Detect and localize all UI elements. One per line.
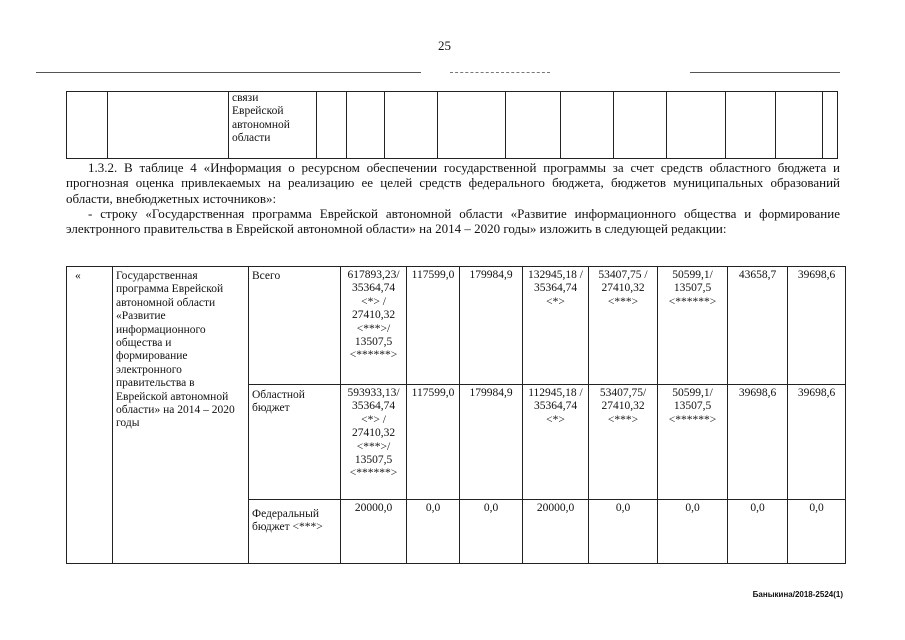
table-row	[67, 267, 846, 385]
source-cell: Федеральный бюджет <***>	[249, 500, 341, 564]
total-cell: 20000,0	[341, 500, 407, 564]
source-cell: Всего	[249, 267, 341, 385]
year-cell: 39698,6	[788, 267, 846, 385]
amendment-text	[66, 160, 840, 236]
total-cell: 593933,13/ 35364,74 <*> / 27410,32 <***>/ 13507,5 <******>	[341, 385, 407, 500]
top-table-fragment	[66, 91, 838, 159]
year-cell: 0,0	[658, 500, 728, 564]
year-cell: 50599,1/ 13507,5 <******>	[658, 267, 728, 385]
year-cell: 117599,0	[407, 267, 460, 385]
document-code: Баныкина/2018-2524(1)	[752, 590, 843, 599]
paragraph-1: 1.3.2. В таблице 4 «Информация о ресурсном обеспечении государственной программы за счет средств областного бюджета и прогнозная оценка привлекаемых на реализацию ее целей средств федерального бюджета, бюджетов муниципальных образований области, внебюджетных источников»:	[66, 160, 840, 206]
year-cell: 179984,9	[460, 385, 523, 500]
year-cell: 112945,18 / 35364,74 <*>	[523, 385, 589, 500]
year-cell: 0,0	[407, 500, 460, 564]
year-cell: 53407,75 / 27410,32 <***>	[589, 267, 658, 385]
table-row	[67, 92, 838, 159]
main-table	[66, 266, 846, 564]
header-rule-right	[690, 72, 840, 73]
program-name: Государственная программа Еврейской автономной области «Развитие информационного общества и формирование электронного правительства в Еврейской автономной области» на 2014 – 2020 годы	[113, 267, 249, 564]
year-cell: 50599,1/ 13507,5 <******>	[658, 385, 728, 500]
year-cell: 53407,75/ 27410,32 <***>	[589, 385, 658, 500]
year-cell: 0,0	[589, 500, 658, 564]
header-rule-dashed	[450, 72, 550, 73]
paragraph-2: - строку «Государственная программа Еврейской автономной области «Развитие информационного общества и формирование электронного правительства в Еврейской автономной области» на 2014 – 2020 годы» изложить в следующей редакции:	[66, 205, 840, 237]
year-cell: 0,0	[788, 500, 846, 564]
quote-mark: «	[67, 267, 113, 564]
year-cell: 39698,6	[788, 385, 846, 500]
year-cell: 132945,18 / 35364,74 <*>	[523, 267, 589, 385]
year-cell: 43658,7	[728, 267, 788, 385]
page-number: 25	[438, 38, 451, 53]
total-cell: 617893,23/ 35364,74 <*> / 27410,32 <***>/ 13507,5 <******>	[341, 267, 407, 385]
year-cell: 0,0	[460, 500, 523, 564]
year-cell: 117599,0	[407, 385, 460, 500]
year-cell: 39698,6	[728, 385, 788, 500]
header-rule	[36, 72, 421, 73]
source-cell: Областной бюджет	[249, 385, 341, 500]
year-cell: 179984,9	[460, 267, 523, 385]
year-cell: 0,0	[728, 500, 788, 564]
top-table-label: связи Еврейской автономной области	[229, 92, 317, 159]
year-cell: 20000,0	[523, 500, 589, 564]
